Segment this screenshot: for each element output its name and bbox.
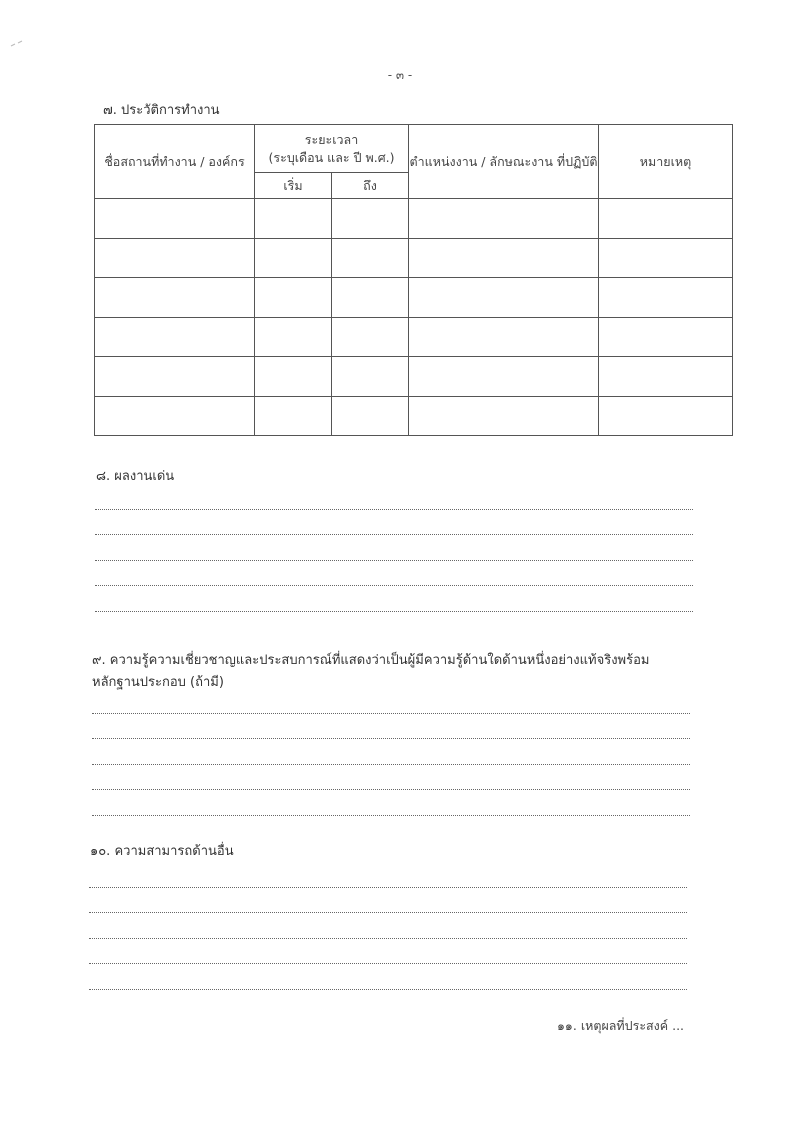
- cell-start[interactable]: [255, 278, 332, 318]
- cell-workplace[interactable]: [95, 317, 255, 357]
- section-9-fill-lines: [92, 688, 690, 816]
- cell-position[interactable]: [409, 357, 599, 397]
- cell-position[interactable]: [409, 278, 599, 318]
- dotted-answer-line[interactable]: [89, 964, 687, 990]
- cell-end[interactable]: [332, 357, 409, 397]
- next-page-continuation: ๑๑. เหตุผลที่ประสงค์ ...: [557, 1018, 685, 1033]
- cell-start[interactable]: [255, 317, 332, 357]
- section-8-title: ๘. ผลงานเด่น: [96, 469, 175, 484]
- cell-start[interactable]: [255, 357, 332, 397]
- cell-position[interactable]: [409, 199, 599, 239]
- header-workplace: ชื่อสถานที่ทำงาน / องค์กร: [95, 125, 255, 199]
- dotted-answer-line[interactable]: [89, 888, 687, 914]
- table-row: [95, 238, 733, 278]
- section-10-title: ๑๐. ความสามารถด้านอื่น: [90, 844, 234, 859]
- dotted-answer-line[interactable]: [92, 790, 690, 816]
- work-history-rows: [95, 199, 733, 436]
- cell-remarks[interactable]: [599, 199, 733, 239]
- table-row: [95, 278, 733, 318]
- table-row: [95, 396, 733, 436]
- cell-position[interactable]: [409, 396, 599, 436]
- cell-start[interactable]: [255, 238, 332, 278]
- dotted-answer-line[interactable]: [95, 484, 693, 510]
- dotted-answer-line[interactable]: [92, 739, 690, 765]
- cell-end[interactable]: [332, 199, 409, 239]
- header-period: [255, 125, 409, 173]
- dotted-answer-line[interactable]: [92, 688, 690, 714]
- scan-speck-mark: [10, 40, 24, 48]
- table-row: [95, 357, 733, 397]
- cell-workplace[interactable]: [95, 199, 255, 239]
- cell-workplace[interactable]: [95, 278, 255, 318]
- header-remarks: หมายเหตุ: [599, 125, 733, 199]
- cell-end[interactable]: [332, 317, 409, 357]
- cell-position[interactable]: [409, 317, 599, 357]
- section-7-title: ๗. ประวัติการทำงาน: [103, 103, 220, 118]
- dotted-answer-line[interactable]: [89, 913, 687, 939]
- cell-position[interactable]: [409, 238, 599, 278]
- dotted-answer-line[interactable]: [92, 714, 690, 740]
- cell-remarks[interactable]: [599, 357, 733, 397]
- cell-workplace[interactable]: [95, 396, 255, 436]
- section-9-title-line1: ๙. ความรู้ความเชี่ยวชาญและประสบการณ์ที่แสดงว่าเป็นผู้มีความรู้ด้านใดด้านหนึ่งอย่างแท้จริงพร้อม: [92, 653, 650, 668]
- header-period-title: ระยะเวลา: [304, 131, 359, 147]
- page-number: - ๓ -: [387, 68, 413, 82]
- cell-end[interactable]: [332, 278, 409, 318]
- header-start: เริ่ม: [255, 173, 332, 199]
- section-9-title-line2: หลักฐานประกอบ (ถ้ามี): [92, 675, 224, 690]
- cell-remarks[interactable]: [599, 278, 733, 318]
- table-row: [95, 199, 733, 239]
- dotted-answer-line[interactable]: [95, 561, 693, 587]
- cell-workplace[interactable]: [95, 238, 255, 278]
- cell-start[interactable]: [255, 396, 332, 436]
- section-10-fill-lines: [89, 862, 687, 990]
- header-period-note: (ระบุเดือน และ ปี พ.ศ.): [268, 149, 395, 165]
- cell-workplace[interactable]: [95, 357, 255, 397]
- dotted-answer-line[interactable]: [89, 862, 687, 888]
- table-row: [95, 317, 733, 357]
- header-end: ถึง: [332, 173, 409, 199]
- dotted-answer-line[interactable]: [92, 765, 690, 791]
- section-8-fill-lines: [95, 484, 693, 612]
- cell-remarks[interactable]: [599, 396, 733, 436]
- dotted-answer-line[interactable]: [95, 535, 693, 561]
- cell-end[interactable]: [332, 238, 409, 278]
- work-history-table: [94, 124, 733, 436]
- cell-remarks[interactable]: [599, 238, 733, 278]
- dotted-answer-line[interactable]: [95, 586, 693, 612]
- cell-end[interactable]: [332, 396, 409, 436]
- dotted-answer-line[interactable]: [89, 939, 687, 965]
- dotted-answer-line[interactable]: [95, 510, 693, 536]
- cell-remarks[interactable]: [599, 317, 733, 357]
- header-position: ตำแหน่งงาน / ลักษณะงาน ที่ปฏิบัติ: [409, 125, 599, 199]
- cell-start[interactable]: [255, 199, 332, 239]
